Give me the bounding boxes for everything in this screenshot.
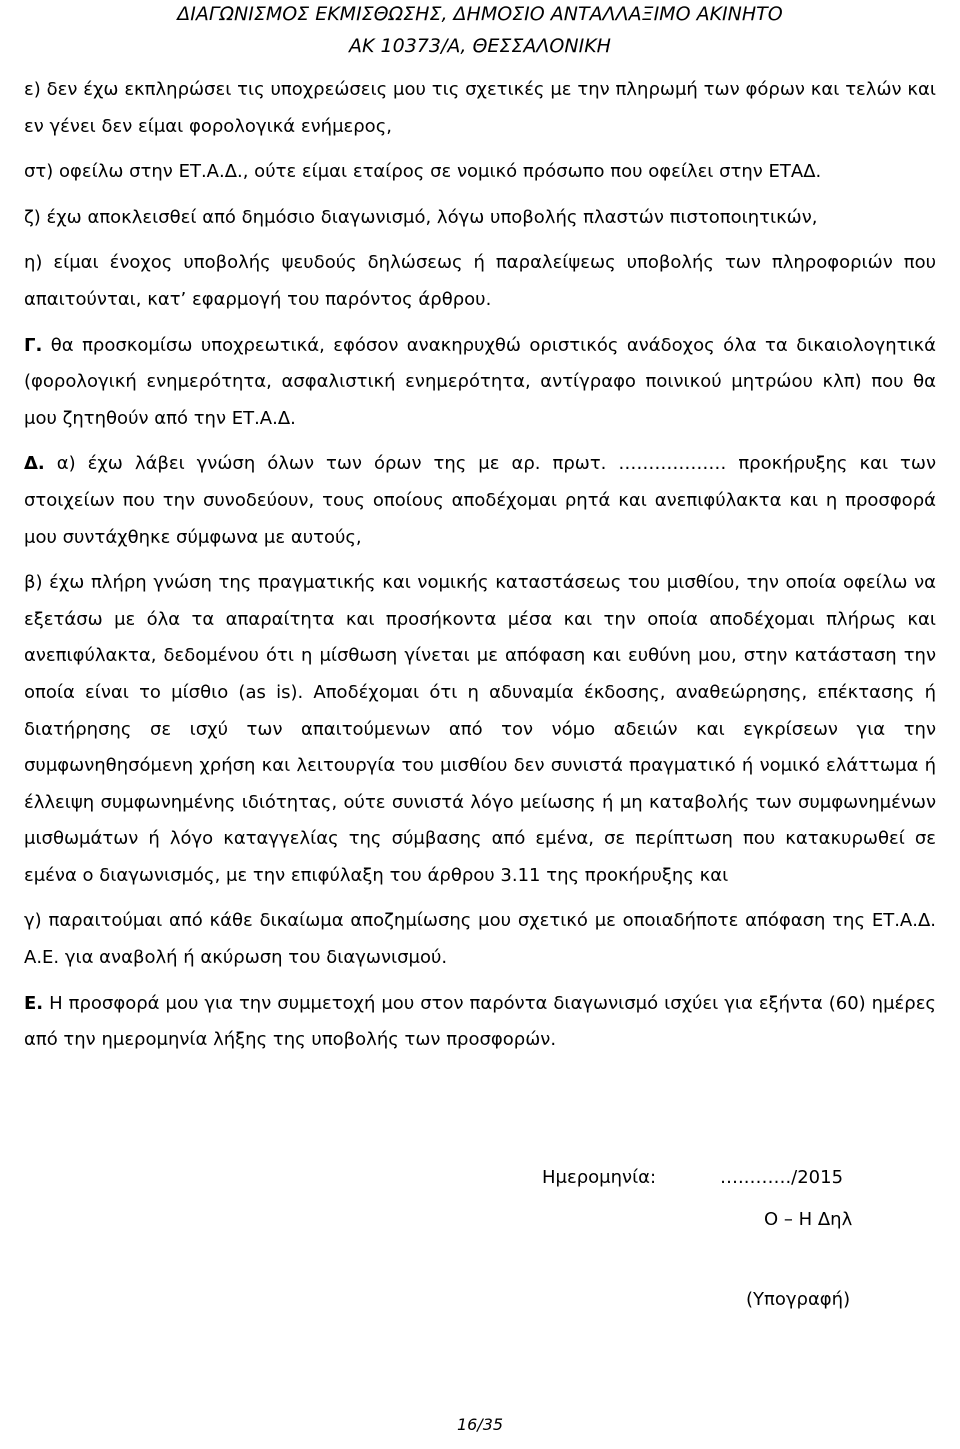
paragraph-e2 — [24, 986, 936, 1059]
paragraph-d-b: β) έχω πλήρη γνώση της πραγματικής και νομικής καταστάσεως του μισθίου, την οποία οφείλω να εξετάσω με όλα τα απαραίτητα και προσήκοντα μέσα και την οποία αποδέχομαι πλήρως και ανεπιφύλακτα, δεδομένου ότι η μίσθωση γίνεται με απόφαση και ευθύνη μου, στην κατάσταση την οποία είναι το μίσθιο (as is). Αποδέχομαι ότι η αδυναμία έκδοσης, αναθεώρησης, επέκτασης ή διατήρησης σε ισχύ των απαιτούμενων από τον νόμο αδειών και εγκρίσεων για την συμφωνηθησόμενη χρήση και λειτουργία του μισθίου δεν συνιστά πραγματικό ή νομικό ελάττωμα ή έλλειψη συμφωνημένης ιδιότητας, ούτε συνιστά λόγο μείωσης ή μη καταβολής των συμφωνημένων μισθωμάτων ή λόγο καταγγελίας της σύμβασης από εμένα, σε περίπτωση που κατακυρωθεί σε εμένα ο διαγωνισμός, με την επιφύλαξη του άρθρου 3.11 της προκήρυξης και — [24, 572, 936, 886]
paragraph-g-label: Γ. — [24, 334, 43, 356]
paragraph-z: ζ) έχω αποκλεισθεί από δημόσιο διαγωνισμό, λόγω υποβολής πλαστών πιστοποιητικών, — [24, 206, 818, 228]
paragraph-e: ε) δεν έχω εκπληρώσει τις υποχρεώσεις μου τις σχετικές με την πληρωμή των φόρων και τελών και εν γένει δεν είμαι φορολογικά ενήμερος, — [24, 79, 936, 137]
paragraph-g-text: θα προσκομίσω υποχρεωτικά, εφόσον ανακηρυχθώ οριστικός ανάδοχος όλα τα δικαιολογητικά (φορολογική ενημερότητα, ασφαλιστική ενημερότητα, αντίγραφο ποινικού μητρώου κλπ) που θα μου ζητηθούν από την ΕΤ.Α.Δ. — [24, 334, 936, 429]
paragraph-d-a-text: α) έχω λάβει γνώση όλων των όρων της με αρ. πρωτ. ……………… προκήρυξης και των στοιχείων που την συνοδεύουν, τους οποίους αποδέχομαι ρητά και ανεπιφύλακτα και η προσφορά μου συντάχθηκε σύμφωνα με αυτούς, — [24, 453, 936, 548]
document-body — [24, 72, 936, 1059]
signature-label: (Υπογραφή) — [746, 1289, 851, 1310]
date-value: …..……./2015 — [720, 1167, 844, 1188]
paragraph-e2-label: Ε. — [24, 992, 44, 1014]
declarant-label: Ο – Η Δηλ — [764, 1209, 853, 1230]
paragraph-g — [24, 328, 936, 438]
paragraph-d-label: Δ. — [24, 453, 45, 475]
date-label: Ημερομηνία: — [542, 1167, 657, 1188]
header-subtitle: ΑΚ 10373/Α, ΘΕΣΣΑΛΟΝΙΚΗ — [349, 35, 611, 57]
paragraph-d-c: γ) παραιτούμαι από κάθε δικαίωμα αποζημίωσης μου σχετικό με οποιαδήποτε απόφαση της ΕΤ.Α.Δ. Α.Ε. για αναβολή ή ακύρωση του διαγωνισμού. — [24, 910, 936, 969]
paragraph-e2-text: Η προσφορά μου για την συμμετοχή μου στον παρόντα διαγωνισμό ισχύει για εξήντα (60) ημέρες από την ημερομηνία λήξης της υποβολής των προσφορών. — [24, 992, 936, 1051]
page-number: 16/35 — [456, 1415, 504, 1434]
header-title: ΔΙΑΓΩΝΙΣΜΟΣ ΕΚΜΙΣΘΩΣΗΣ, ΔΗΜΟΣΙΟ ΑΝΤΑΛΛΑΞΙΜΟ ΑΚΙΝΗΤΟ — [177, 3, 783, 25]
paragraph-st: στ) οφείλω στην ΕΤ.Α.Δ., ούτε είμαι εταίρος σε νομικό πρόσωπο που οφείλει στην ΕΤΑΔ. — [24, 161, 822, 183]
paragraph-h: η) είμαι ένοχος υποβολής ψευδούς δηλώσεως ή παραλείψεως υποβολής των πληροφοριών που απαιτούνται, κατ’ εφαρμογή του παρόντος άρθρου. — [24, 252, 936, 310]
paragraph-d-a — [24, 446, 936, 556]
